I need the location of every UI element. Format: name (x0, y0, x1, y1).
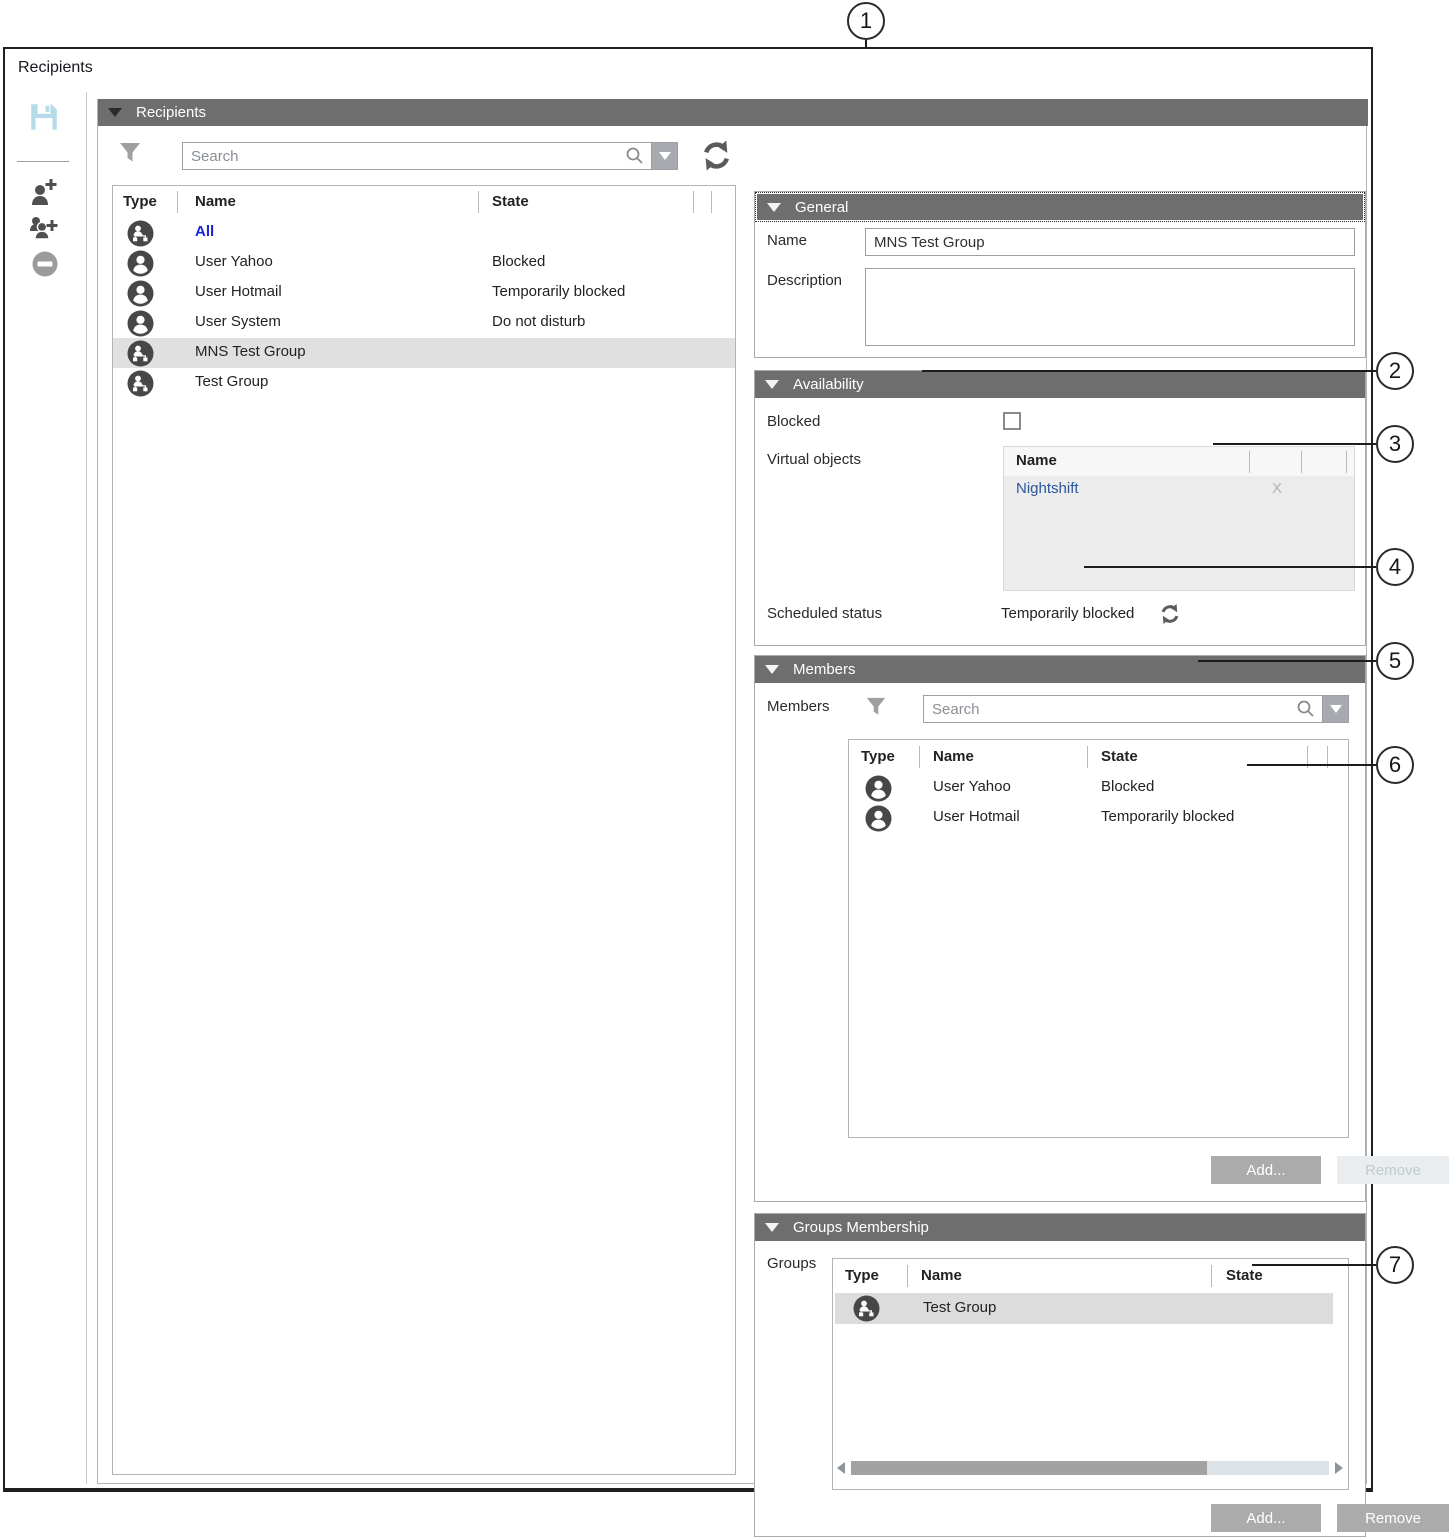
table-row[interactable] (1004, 476, 1354, 504)
member-name: User Yahoo (933, 778, 1011, 795)
recipients-panel (97, 99, 1421, 1527)
column-divider[interactable] (919, 746, 920, 768)
scroll-left-arrow-icon[interactable] (837, 1462, 845, 1474)
column-divider[interactable] (177, 191, 178, 213)
table-row[interactable] (849, 773, 1348, 803)
callout-3-line (1213, 443, 1376, 445)
column-header-type[interactable]: Type (845, 1267, 879, 1284)
callout-3: 3 (1376, 425, 1414, 463)
horizontal-scrollbar[interactable] (837, 1459, 1344, 1477)
members-panel-title: Members (793, 661, 856, 678)
remove-icon[interactable] (30, 249, 60, 284)
recipients-panel-header[interactable] (98, 99, 1368, 126)
callout-7: 7 (1376, 1246, 1414, 1284)
virtual-objects-table (1003, 446, 1355, 591)
groups-add-button[interactable]: Add... (1211, 1504, 1321, 1532)
group-name: Test Group (923, 1299, 997, 1316)
scrollbar-thumb[interactable] (851, 1461, 1207, 1475)
scheduled-status-label: Scheduled status (767, 605, 883, 622)
column-header-name[interactable]: Name (933, 748, 974, 765)
member-state: Temporarily blocked (1101, 808, 1235, 825)
table-row[interactable] (113, 248, 735, 278)
recipients-search-input[interactable] (182, 142, 651, 170)
column-divider[interactable] (1301, 451, 1302, 473)
column-header-state[interactable]: State (1101, 748, 1138, 765)
blocked-label: Blocked (767, 413, 821, 430)
groups-label: Groups (767, 1255, 817, 1272)
members-search (923, 695, 1349, 723)
availability-panel (754, 370, 1366, 646)
collapse-triangle-icon (108, 108, 122, 117)
members-label: Members (767, 698, 830, 715)
virtual-object-name: Nightshift (1016, 480, 1079, 497)
members-add-button[interactable]: Add... (1211, 1156, 1321, 1184)
filter-icon[interactable] (118, 141, 142, 170)
table-row[interactable] (113, 368, 735, 398)
availability-panel-header[interactable] (755, 371, 1365, 398)
members-filter-icon[interactable] (865, 696, 887, 723)
column-divider[interactable] (1087, 746, 1088, 768)
remove-virtual-object-button[interactable]: X (1272, 480, 1283, 497)
recipients-table (112, 185, 736, 1475)
callout-5: 5 (1376, 642, 1414, 680)
column-header-state[interactable]: State (1226, 1267, 1263, 1284)
add-user-icon[interactable] (29, 177, 59, 214)
members-table (848, 739, 1349, 1138)
save-icon[interactable] (28, 101, 60, 138)
members-search-input[interactable] (923, 695, 1322, 723)
collapse-triangle-icon (765, 665, 779, 674)
recipient-state: Do not disturb (492, 313, 586, 330)
recipients-search (182, 142, 678, 170)
table-row[interactable] (849, 803, 1348, 833)
user-icon (865, 805, 892, 837)
column-header-name[interactable]: Name (1016, 452, 1057, 469)
groups-table (832, 1258, 1349, 1490)
members-panel (754, 655, 1421, 1202)
column-divider[interactable] (711, 191, 712, 213)
callout-5-line (1198, 660, 1376, 662)
callout-6-line (1247, 764, 1376, 766)
table-row-selected[interactable] (113, 338, 735, 368)
groups-membership-panel (754, 1213, 1421, 1537)
callout-1: 1 (847, 2, 885, 40)
callout-2: 2 (1376, 352, 1414, 390)
toolbar-divider (17, 161, 69, 162)
callout-6: 6 (1376, 746, 1414, 784)
table-row[interactable] (113, 308, 735, 338)
members-remove-button[interactable]: Remove (1337, 1156, 1449, 1184)
callout-4: 4 (1376, 548, 1414, 586)
general-panel (754, 191, 1366, 358)
refresh-icon[interactable] (700, 139, 733, 177)
member-name: User Hotmail (933, 808, 1020, 825)
groups-membership-panel-title: Groups Membership (793, 1219, 929, 1236)
column-divider[interactable] (1346, 451, 1347, 473)
recipient-state: Blocked (492, 253, 546, 270)
recipient-name: MNS Test Group (195, 343, 306, 360)
recipient-name: User Yahoo (195, 253, 273, 270)
column-header-state[interactable]: State (492, 193, 529, 210)
name-field[interactable] (865, 228, 1355, 256)
recipients-panel-title: Recipients (136, 104, 207, 121)
recipient-name: All (195, 223, 215, 240)
toolbar-separator (86, 92, 87, 1484)
group-icon (853, 1295, 880, 1327)
virtual-objects-label: Virtual objects (767, 451, 861, 468)
scroll-right-arrow-icon[interactable] (1335, 1462, 1343, 1474)
search-dropdown-button[interactable] (1322, 695, 1349, 723)
column-header-name[interactable]: Name (195, 193, 236, 210)
refresh-status-icon[interactable] (1159, 603, 1181, 630)
availability-panel-title: Availability (793, 376, 864, 393)
column-divider[interactable] (907, 1265, 908, 1287)
collapse-triangle-icon (767, 203, 781, 212)
general-panel-header[interactable] (757, 194, 1363, 220)
callout-7-line (1252, 1264, 1376, 1266)
table-row[interactable] (113, 218, 735, 248)
table-row-selected[interactable] (835, 1293, 1333, 1324)
blocked-checkbox[interactable] (1003, 412, 1021, 430)
description-field[interactable] (865, 268, 1355, 346)
callout-1-line (865, 40, 867, 48)
group-icon (127, 370, 154, 402)
column-header-name[interactable]: Name (921, 1267, 962, 1284)
add-group-icon[interactable] (27, 212, 59, 249)
search-dropdown-button[interactable] (651, 142, 678, 170)
column-divider[interactable] (1211, 1265, 1212, 1287)
chevron-down-icon (659, 152, 671, 160)
column-divider[interactable] (1249, 451, 1250, 473)
table-row[interactable] (113, 278, 735, 308)
groups-remove-button[interactable]: Remove (1337, 1504, 1449, 1532)
collapse-triangle-icon (765, 380, 779, 389)
column-header-type[interactable]: Type (123, 193, 157, 210)
recipient-state: Temporarily blocked (492, 283, 626, 300)
member-state: Blocked (1101, 778, 1155, 795)
column-header-type[interactable]: Type (861, 748, 895, 765)
groups-membership-panel-header[interactable] (755, 1214, 1365, 1241)
virtual-objects-table-header (1004, 447, 1354, 476)
column-divider[interactable] (478, 191, 479, 213)
description-label: Description (767, 272, 843, 289)
callout-4-line (1084, 566, 1376, 568)
chevron-down-icon (1330, 705, 1342, 713)
app-window (3, 47, 1421, 1527)
collapse-triangle-icon (765, 1223, 779, 1232)
recipient-name: User System (195, 313, 281, 330)
callout-2-line (922, 370, 1376, 372)
window-title: Recipients (18, 59, 93, 76)
recipient-name: User Hotmail (195, 283, 282, 300)
scheduled-status-value: Temporarily blocked (1001, 605, 1135, 622)
recipient-name: Test Group (195, 373, 269, 390)
general-panel-title: General (795, 198, 849, 216)
name-label: Name (767, 232, 808, 249)
column-divider[interactable] (693, 191, 694, 213)
